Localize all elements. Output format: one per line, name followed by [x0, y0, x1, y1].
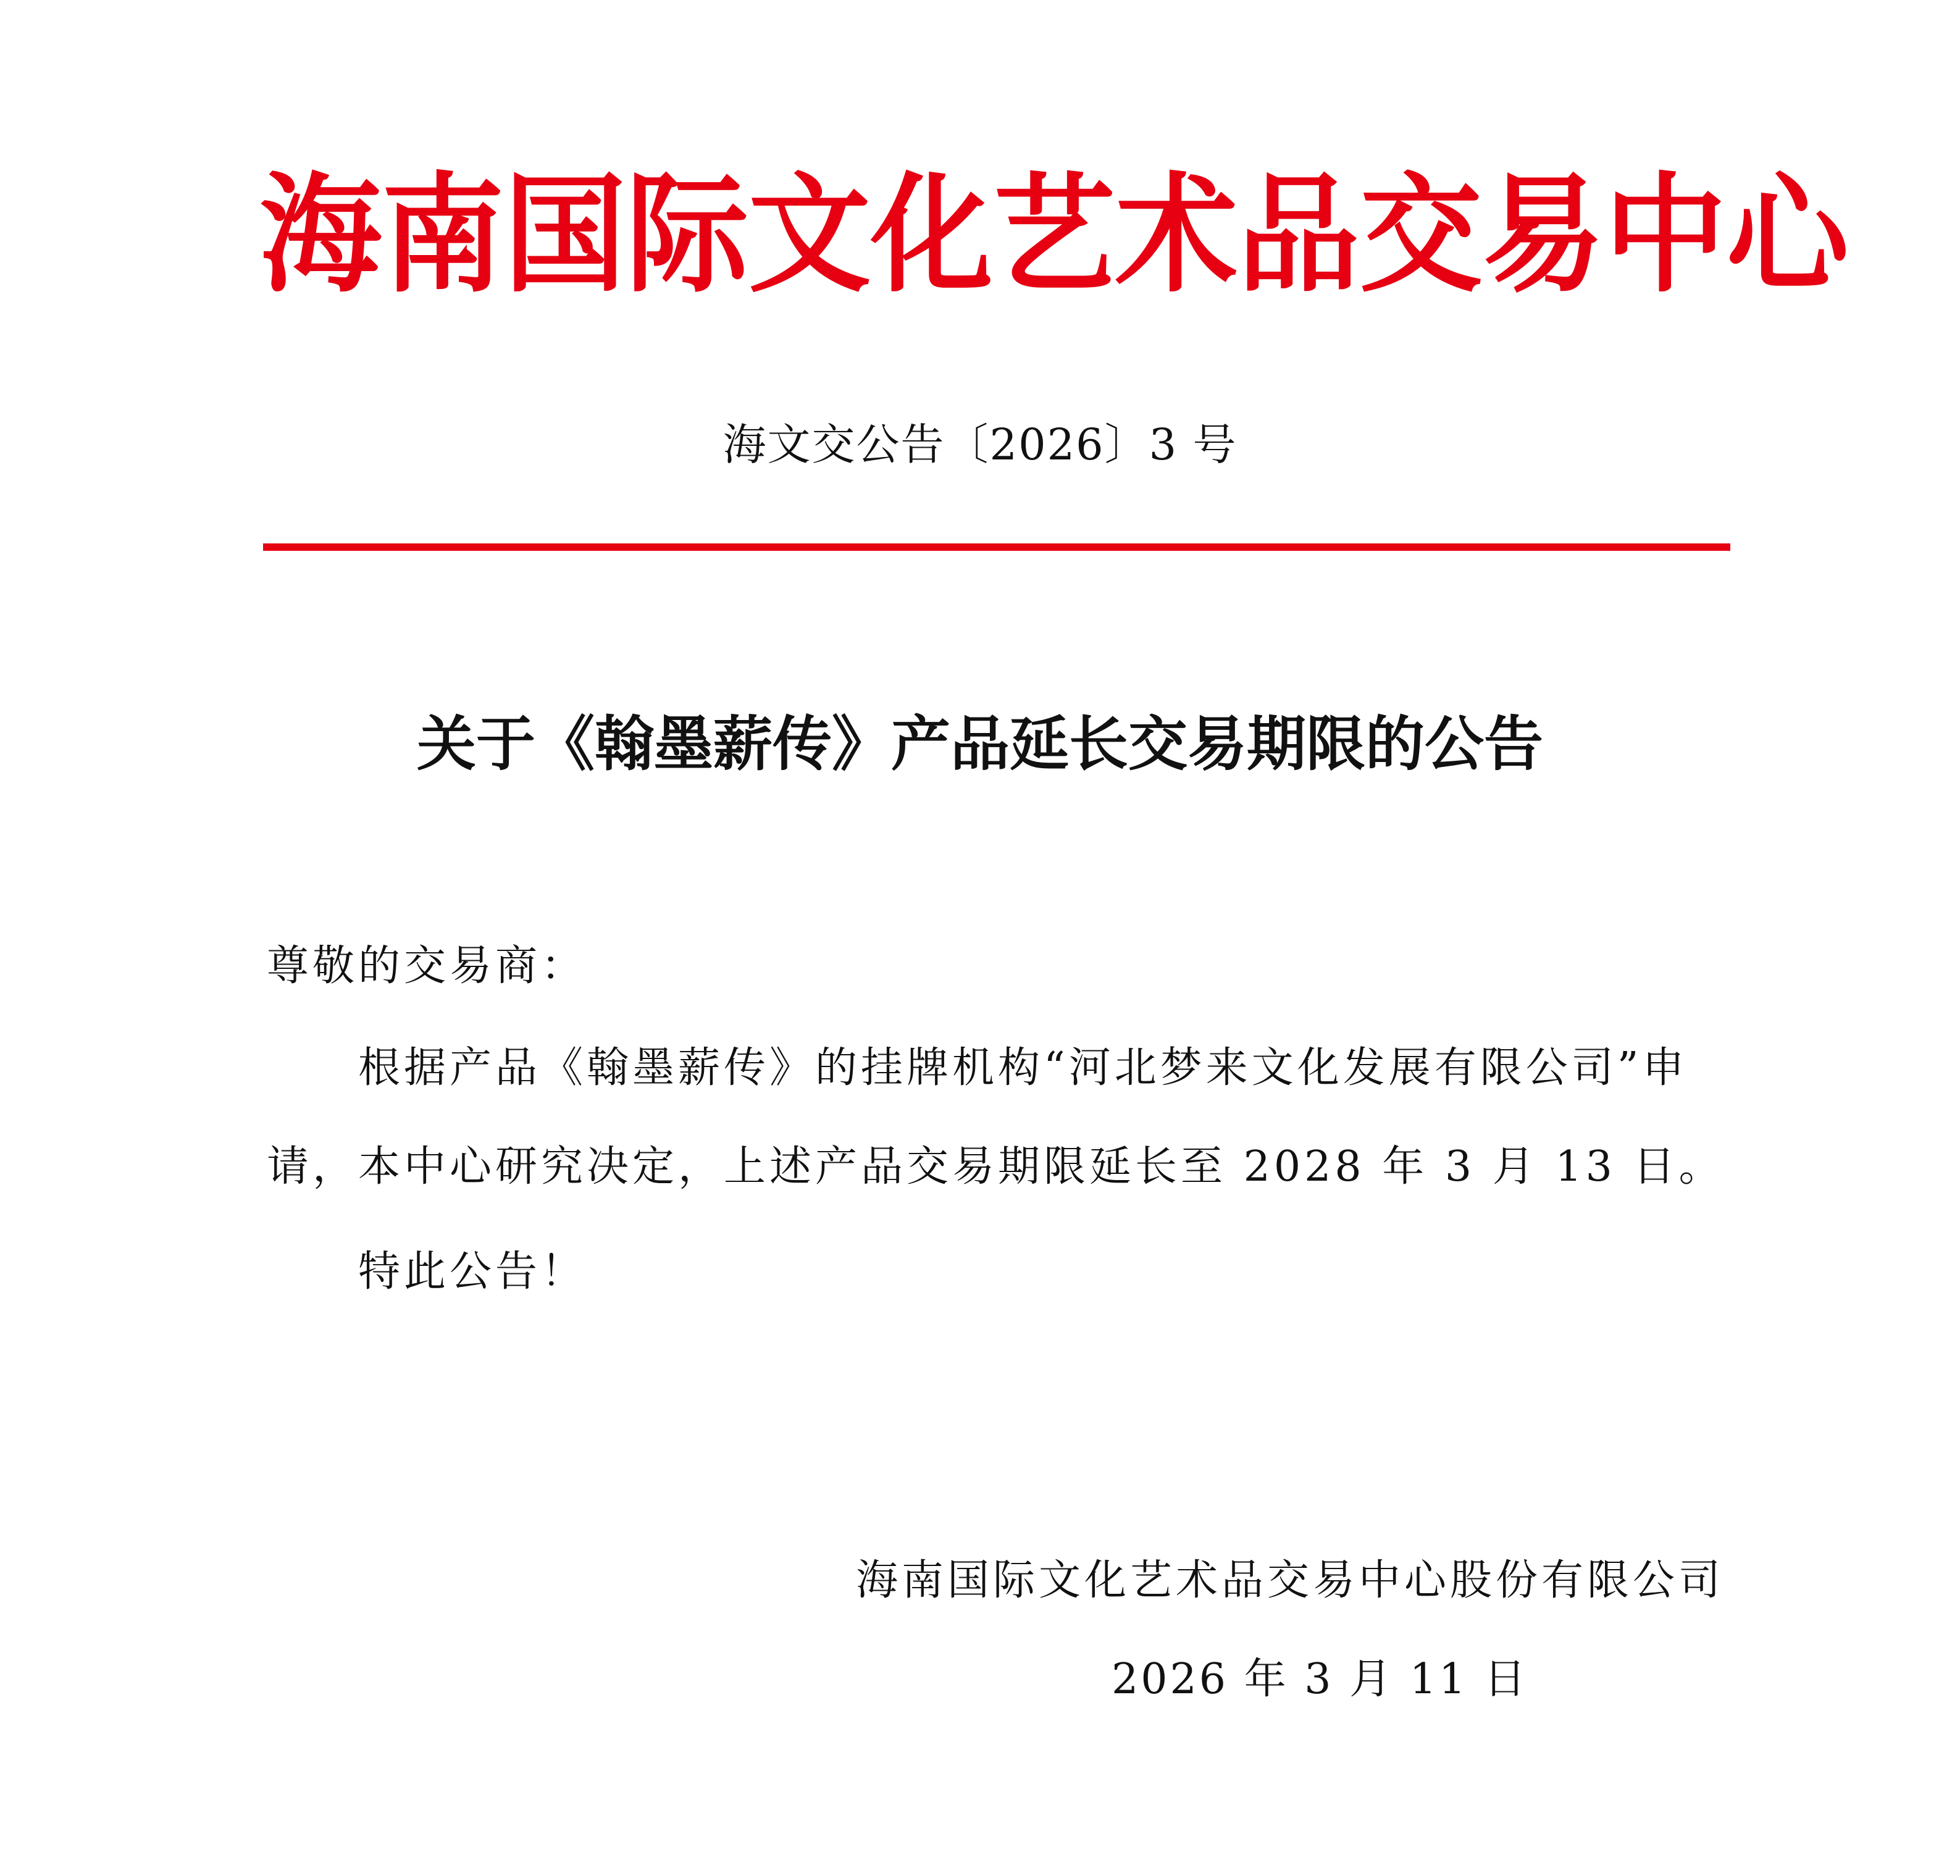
masthead-char: 海: [259, 159, 382, 310]
masthead-char: 化: [871, 159, 993, 310]
masthead-char: 术: [1115, 159, 1238, 310]
body-paragraph-line: 根据产品《翰墨薪传》的挂牌机构“河北梦来文化发展有限公司”申: [358, 1044, 1688, 1092]
masthead-char: 品: [1238, 159, 1360, 310]
document-number: 海文交公告〔2026〕3 号: [722, 419, 1238, 470]
notice-title: 关于《翰墨薪传》产品延长交易期限的公告: [417, 710, 1543, 779]
masthead-char: 心: [1727, 159, 1849, 310]
body-paragraph-line: 请，本中心研究决定，上述产品交易期限延长至 2028 年 3 月 13 日。: [267, 1142, 1725, 1191]
masthead-char: 文: [748, 159, 871, 310]
issue-date: 2026 年 3 月 11 日: [1112, 1655, 1528, 1704]
masthead-char: 艺: [993, 159, 1115, 310]
closing-remark: 特此公告！: [358, 1247, 587, 1296]
masthead-char: 际: [626, 159, 748, 310]
issuer-name: 海南国际文化艺术品交易中心股份有限公司: [855, 1556, 1724, 1605]
masthead-char: 交: [1360, 159, 1482, 310]
masthead-title: [259, 159, 1849, 310]
salutation: 尊敬的交易商：: [267, 942, 587, 990]
masthead-char: 国: [504, 159, 626, 310]
masthead-char: 中: [1604, 159, 1727, 310]
masthead-char: 南: [382, 159, 504, 310]
red-divider-line: [263, 543, 1730, 551]
masthead-char: 易: [1482, 159, 1604, 310]
